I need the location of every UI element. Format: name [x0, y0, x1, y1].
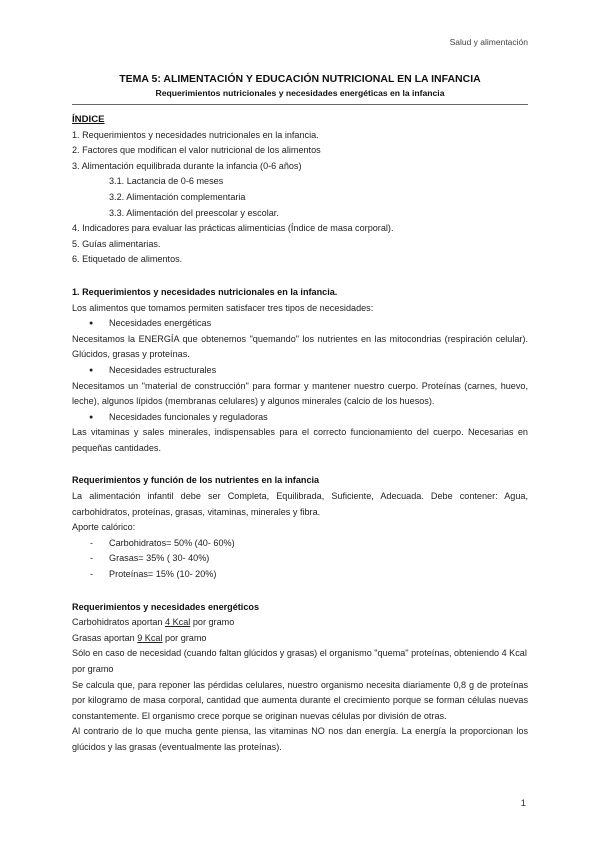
- page-number: 1: [520, 798, 526, 809]
- text-run: por gramo: [190, 617, 235, 628]
- index-item: 1. Requerimientos y necesidades nutricionales en la infancia.: [72, 129, 319, 140]
- index-item: 3. Alimentación equilibrada durante la infancia (0-6 años): [72, 160, 302, 171]
- paragraph: Necesitamos un "material de construcción" para formar y mantener nuestro cuerpo. Proteínas (carnes, huevo, leche), algunos lípidos (membranas celulares) y algunos minerales (calcio de los huesos).: [72, 380, 528, 407]
- section-heading: Requerimientos y necesidades energéticos: [72, 601, 259, 612]
- paragraph: [72, 615, 528, 631]
- title-divider: [72, 104, 528, 105]
- dash-item: - Carbohidratos= 50% (40- 60%): [72, 536, 528, 552]
- running-header: Salud y alimentación: [449, 37, 528, 47]
- index-subitem: 3.1. Lactancia de 0-6 meses: [109, 176, 224, 187]
- underlined-value: 9 Kcal: [137, 632, 163, 643]
- paragraph: La alimentación infantil debe ser Completa, Equilibrada, Suficiente, Adecuada. Debe contener: Agua, carbohidratos, proteínas, grasas, vitaminas, minerales y fibra.: [72, 491, 528, 517]
- paragraph: Aporte calórico:: [72, 522, 136, 533]
- paragraph: [72, 631, 528, 647]
- bullet-item: ● Necesidades funcionales y reguladoras: [72, 410, 528, 426]
- index-subitem: 3.2. Alimentación complementaria: [109, 191, 246, 202]
- paragraph: Se calcula que, para reponer las pérdidas celulares, nuestro organismo necesita diariamente 0,8 g de proteínas por kilogramo de masa corporal, cantidad que aumenta durante el crecimiento porque se forman células nuevas constantemente. El organismo crece porque se originan nuevas células por división de otras.: [72, 679, 528, 721]
- text-run: Grasas aportan: [72, 632, 138, 643]
- text-run: Carbohidratos aportan: [72, 617, 166, 628]
- document-subtitle: Requerimientos nutricionales y necesidades energéticas en la infancia: [155, 88, 445, 98]
- bullet-item: ● Necesidades energéticas: [72, 316, 528, 332]
- section-heading: 1. Requerimientos y necesidades nutricionales en la infancia.: [72, 286, 338, 297]
- paragraph: Al contrario de lo que mucha gente piensa, las vitaminas NO nos dan energía. La energía la proporcionan los glúcidos y las grasas (eventualmente las proteínas).: [72, 726, 528, 752]
- paragraph: Las vitaminas y sales minerales, indispensables para el correcto funcionamiento del cuerpo. Necesarias en pequeñas cantidades.: [72, 427, 528, 453]
- document-body: [72, 112, 528, 756]
- section-heading: Requerimientos y función de los nutrientes en la infancia: [72, 475, 320, 486]
- paragraph: Los alimentos que tomamos permiten satisfacer tres tipos de necesidades:: [72, 302, 374, 313]
- document-title: TEMA 5: ALIMENTACIÓN Y EDUCACIÓN NUTRICIONAL EN LA INFANCIA: [119, 73, 481, 85]
- index-item: 5. Guías alimentarias.: [72, 238, 161, 249]
- paragraph: Necesitamos la ENERGÍA que obtenemos "quemando" los nutrientes en las mitocondrias (respiración celular). Glúcidos, grasas y proteínas.: [72, 333, 528, 360]
- index-heading: ÍNDICE: [72, 114, 105, 125]
- index-subitem: 3.3. Alimentación del preescolar y escolar.: [109, 207, 279, 218]
- paragraph: Sólo en caso de necesidad (cuando faltan glúcidos y grasas) el organismo "quema" proteínas, obteniendo 4 Kcal por gramo: [72, 648, 527, 674]
- dash-item: - Grasas= 35% ( 30- 40%): [72, 551, 528, 567]
- bullet-item: ● Necesidades estructurales: [72, 363, 528, 379]
- index-item: 2. Factores que modifican el valor nutricional de los alimentos: [72, 145, 321, 156]
- index-item: 4. Indicadores para evaluar las prácticas alimenticias (Índice de masa corporal).: [72, 223, 394, 234]
- dash-item: - Proteínas= 15% (10- 20%): [72, 567, 528, 583]
- underlined-value: 4 Kcal: [165, 617, 191, 628]
- index-item: 6. Etiquetado de alimentos.: [72, 254, 183, 265]
- text-run: por gramo: [162, 632, 207, 643]
